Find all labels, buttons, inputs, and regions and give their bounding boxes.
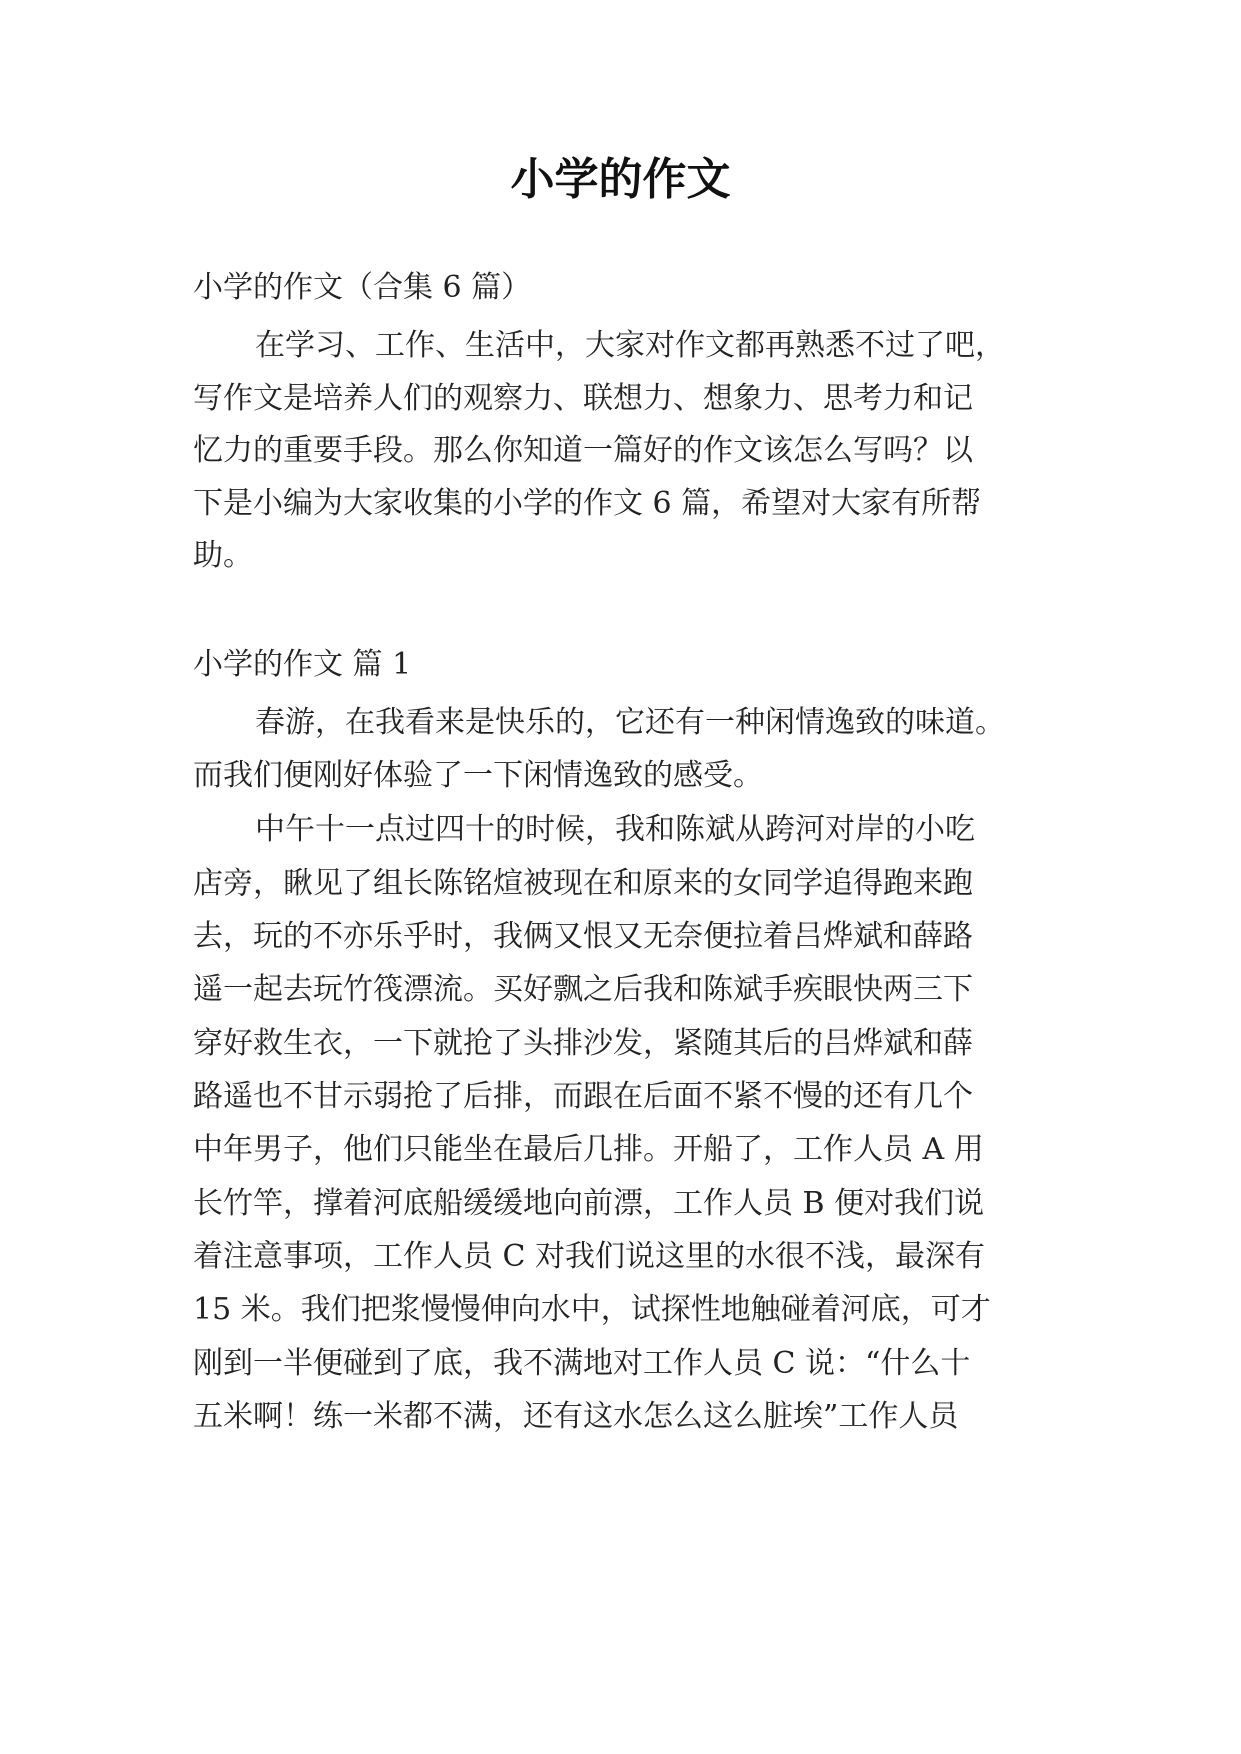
intro-line-2: 写作文是培养人们的观察力、联想力、想象力、思考力和记 — [193, 381, 973, 416]
body-line-12: 15 米。我们把浆慢慢伸向水中，试探性地触碰着河底，可才 — [193, 1292, 991, 1327]
intro-line-4: 下是小编为大家收集的小学的作文 6 篇，希望对大家有所帮 — [193, 486, 982, 521]
intro-line-5: 助。 — [193, 538, 253, 573]
body-line-11: 着注意事项，工作人员 C 对我们说这里的水很不浅，最深有 — [193, 1239, 986, 1274]
body-line-7: 穿好救生衣，一下就抢了头排沙发，紧随其后的吕烨斌和薛 — [193, 1026, 973, 1061]
collection-heading: 小学的作文（合集 6 篇） — [193, 270, 532, 305]
body-line-9: 中年男子，他们只能坐在最后几排。开船了，工作人员 A 用 — [193, 1132, 984, 1167]
body-line-4: 店旁，瞅见了组长陈铭煊被现在和原来的女同学追得跑来跑 — [193, 866, 973, 901]
document-title: 小学的作文 — [510, 154, 731, 205]
body-line-3: 中午十一点过四十的时候，我和陈斌从跨河对岸的小吃 — [255, 812, 975, 847]
section-heading-1: 小学的作文 篇 1 — [193, 647, 412, 682]
intro-line-3: 忆力的重要手段。那么你知道一篇好的作文该怎么写吗？以 — [193, 433, 973, 468]
body-line-2: 而我们便刚好体验了一下闲情逸致的感受。 — [193, 758, 763, 793]
body-line-14: 五米啊！练一米都不满，还有这水怎么这么脏埃”工作人员 — [193, 1399, 959, 1434]
body-line-1: 春游，在我看来是快乐的，它还有一种闲情逸致的味道。 — [255, 705, 1005, 740]
body-line-13: 刚到一半便碰到了底，我不满地对工作人员 C 说：“什么十 — [193, 1346, 971, 1381]
intro-line-1: 在学习、工作、生活中，大家对作文都再熟悉不过了吧， — [255, 328, 1005, 363]
body-line-5: 去，玩的不亦乐乎时，我俩又恨又无奈便拉着吕烨斌和薛路 — [193, 919, 973, 954]
body-line-6: 遥一起去玩竹筏漂流。买好飘之后我和陈斌手疾眼快两三下 — [193, 972, 973, 1007]
body-line-10: 长竹竿，撑着河底船缓缓地向前漂，工作人员 B 便对我们说 — [193, 1186, 985, 1221]
body-line-8: 路遥也不甘示弱抢了后排，而跟在后面不紧不慢的还有几个 — [193, 1079, 973, 1114]
